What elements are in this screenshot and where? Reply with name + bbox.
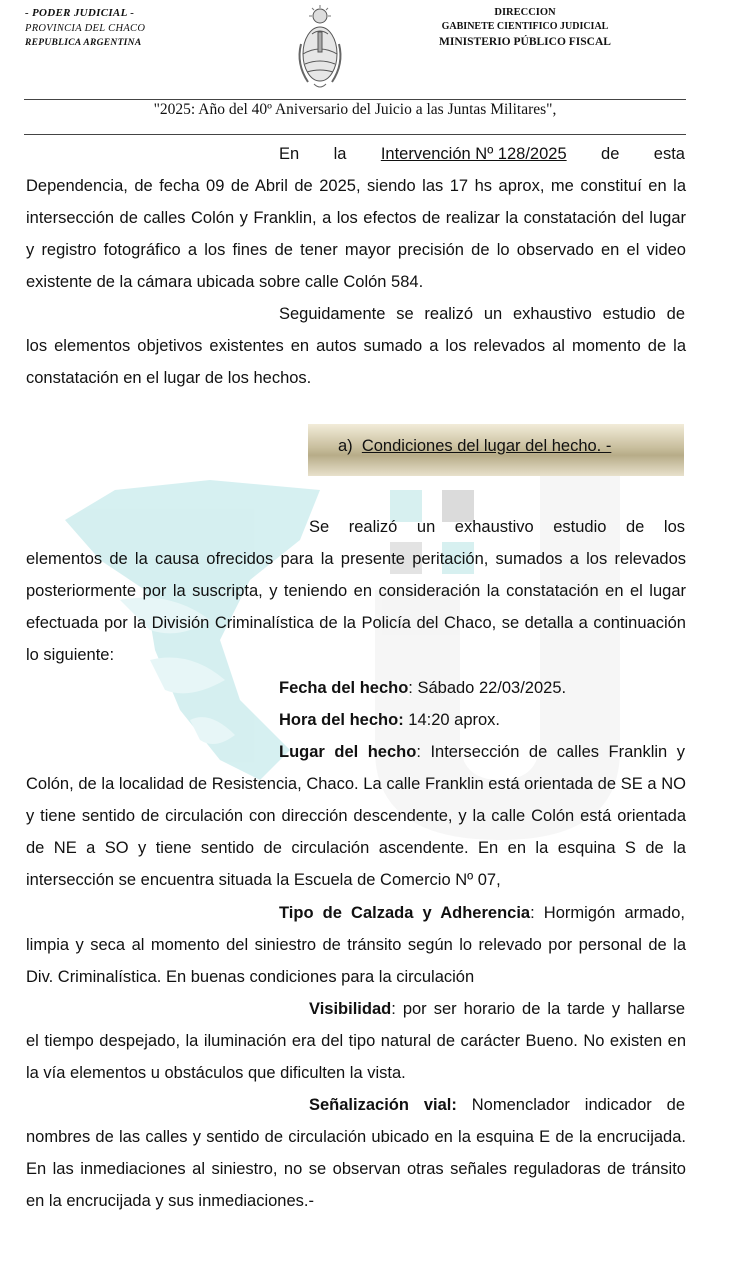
calzada-label: Tipo de Calzada y Adherencia (279, 904, 531, 922)
header-left-line1: - PODER JUDICIAL - (25, 7, 135, 19)
lugar-label: Lugar del hecho (279, 743, 417, 761)
senalizacion-body: nombres de las calles y sentido de circulación ubicado en la esquina E de la encrucijada. En las inmediaciones al siniestro, no se observan otras señales reguladoras de tránsito en la encrucijada y sus inmediaciones.- (26, 1128, 686, 1210)
senalizacion-label: Señalización vial: (309, 1096, 457, 1114)
section-heading (338, 437, 611, 456)
details-p3-lead: Se realizó un exhaustivo estudio de los (309, 518, 685, 536)
calzada-value: : Hormigón armado, (530, 904, 685, 922)
header-divider-bottom (24, 134, 686, 135)
visibilidad-value: : por ser horario de la tarde y hallarse (391, 1000, 685, 1018)
section-title: Condiciones del lugar del hecho. - (361, 437, 612, 455)
header-motto: "2025: Año del 40º Aniversario del Juicio a las Juntas Militares", (153, 101, 557, 118)
lugar-line (279, 736, 685, 768)
hora-label: Hora del hecho: (279, 711, 404, 729)
lugar-body: Colón, de la localidad de Resistencia, Chaco. La calle Franklin está orientada de SE a NO y tiene sentido de circulación con dirección descendente, y la calle Colón está orientada de NE a SO y tiene sentido de circulación ascendente. En en la esquina S de la intersección se encuentra situada la Escuela de Comercio Nº 07, (26, 775, 686, 889)
section-prefix: a) (338, 437, 362, 455)
senalizacion-value: Nomenclador indicador de (456, 1096, 685, 1114)
section-heading-bar (308, 424, 684, 476)
header-right-block (420, 6, 630, 50)
intro-p1-body: Dependencia, de fecha 09 de Abril de 2025, siendo las 17 hs aprox, me constituí en la intersección de calles Colón y Franklin, a los efectos de realizar la constatación del lugar y registro fotográfico a los fines de tener mayor precisión de lo observado en el video existente de la cámara ubicada sobre calle Colón 584. (26, 177, 686, 291)
calzada-body: limpia y seca al momento del siniestro de tránsito según lo relevado por personal de la Div. Criminalística. En buenas condiciones para la circulación (26, 936, 686, 986)
header-right-line2: GABINETE CIENTIFICO JUDICIAL (441, 21, 609, 32)
intro-p2-lead: Seguidamente se realizó un exhaustivo estudio de (279, 305, 685, 323)
visibilidad-line (309, 993, 685, 1025)
intro-p1-lead: En la Intervención Nº 128/2025 de esta (279, 138, 685, 170)
fecha-line (279, 672, 566, 704)
fecha-value: : Sábado 22/03/2025. (408, 679, 567, 697)
details-p3-body: elementos de la causa ofrecidos para la presente peritación, sumados a los relevados posteriormente por la suscripta, y teniendo en consideración la constatación en el lugar efectuada por la División Criminalística de la Policía del Chaco, se detalla a continuación lo siguiente: (26, 550, 686, 664)
coat-of-arms-icon (292, 4, 348, 92)
header-left-line3: REPUBLICA ARGENTINA (25, 38, 142, 48)
calzada-line (279, 897, 685, 929)
intro-p2-body: los elementos objetivos existentes en autos sumado a los relevados al momento de la constatación en el lugar de los hechos. (26, 337, 686, 387)
header-right-line1: DIRECCION (494, 7, 556, 18)
header-left-block (25, 6, 225, 51)
fecha-label: Fecha del hecho (279, 679, 409, 697)
lugar-value: : Intersección de calles Franklin y (416, 743, 685, 761)
senalizacion-line (309, 1089, 685, 1121)
visibilidad-body: el tiempo despejado, la iluminación era del tipo natural de carácter Bueno. No existen en la vía elementos u obstáculos que dificulten la vista. (26, 1032, 686, 1082)
hora-line (279, 704, 500, 736)
hora-value: 14:20 aprox. (403, 711, 501, 729)
visibilidad-label: Visibilidad (309, 1000, 392, 1018)
header-left-line2: PROVINCIA DEL CHACO (25, 23, 146, 34)
header-right-line3: MINISTERIO PÚBLICO FISCAL (439, 36, 611, 48)
intervention-reference: Intervención Nº 128/2025 (380, 145, 567, 163)
header-divider-top (24, 99, 686, 100)
